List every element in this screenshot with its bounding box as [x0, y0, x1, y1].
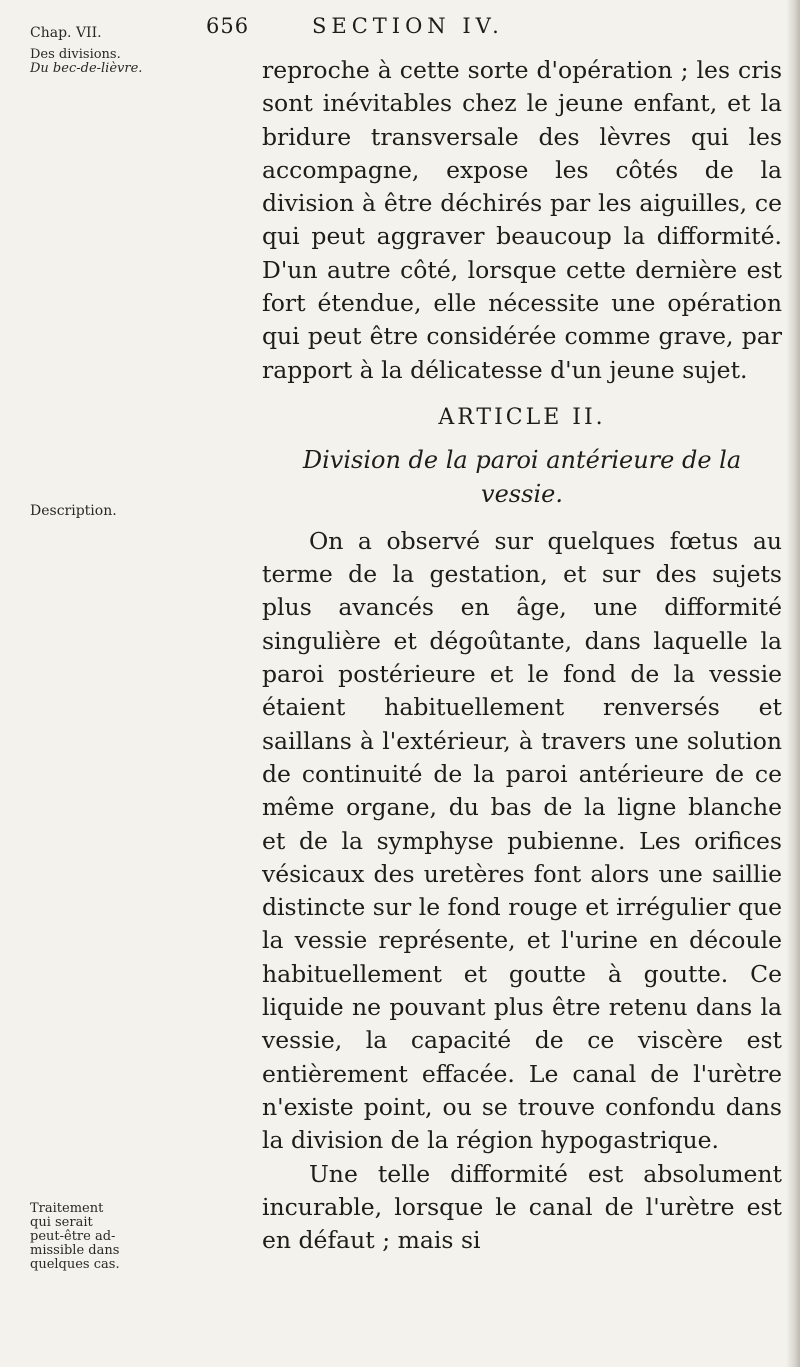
margin-note-treatment-line: missible dans	[30, 1243, 120, 1258]
paragraph: On a observé sur quelques fœtus au terme de la gestation, et sur des sujets plus avancés en âge, une difformité singulière et dégoûtante, dans laquelle la paroi postérieure et le fond de la vessie étaient habituellement renversés et saillans à l'extérieur, à travers une solution de continuité de la paroi antérieure de ce même organe, du bas de la ligne blanche et de la symphyse pubienne. Les orifices vésicaux des uretères font alors une saillie distincte sur le fond rouge et irrégulier que la vessie représente, et l'urine en découle habituellement et goutte à goutte. Ce liquide ne pouvant plus être retenu dans la vessie, la capacité de ce viscère est entièrement effacée. Le canal de l'urètre n'existe point, ou se trouve confondu dans la division de la région hypogastrique.	[262, 526, 782, 1155]
margin-note-treatment-line: Traitement	[30, 1201, 104, 1216]
margin-note-divisions	[30, 48, 150, 76]
page-edge	[786, 0, 800, 1367]
margin-note-chapter: Chap. VII.	[30, 25, 102, 41]
main-text	[262, 54, 782, 1257]
margin-note-treatment-line: quelques cas.	[30, 1257, 120, 1272]
article-subtitle: Division de la paroi antérieure de la vessie.	[302, 446, 742, 508]
margin-note-divisions-label: Des divisions.	[30, 47, 121, 62]
paragraph: Une telle difformité est absolument incurable, lorsque le canal de l'urètre est en défaut ; mais si	[262, 1159, 782, 1255]
margin-note-treatment	[30, 1202, 140, 1272]
article-title: ARTICLE II.	[438, 404, 606, 430]
margin-note-divisions-sub: Du bec-de-lièvre.	[30, 61, 143, 76]
margin-note-treatment-line: peut-être ad-	[30, 1229, 116, 1244]
margin-note-treatment-line: qui serait	[30, 1215, 93, 1230]
paragraph: reproche à cette sorte d'opération ; les cris sont inévitables chez le jeune enfant, et la bridure transversale des lèvres qui les accompagne, expose les côtés de la division à être déchirés par les aiguilles, ce qui peut aggraver beaucoup la difformité. D'un autre côté, lorsque cette dernière est fort étendue, elle nécessite une opération qui peut être considérée comme grave, par rapport à la délicatesse d'un jeune sujet.	[262, 56, 782, 384]
page-number: 656	[206, 14, 250, 38]
margin-note-description: Description.	[30, 503, 117, 519]
section-title: SECTION IV.	[312, 14, 504, 38]
